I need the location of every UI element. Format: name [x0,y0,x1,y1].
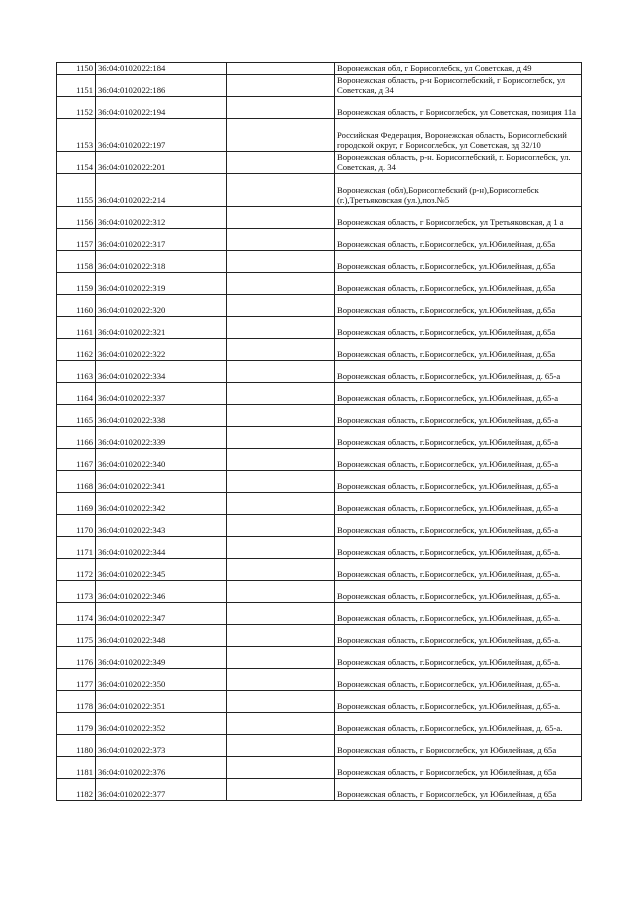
row-number: 1157 [57,228,96,250]
address: Воронежская область, г.Борисоглебск, ул.Юбилейная, д.65а [335,250,582,272]
address: Воронежская область, г.Борисоглебск, ул.Юбилейная, д.65-а. [335,690,582,712]
row-number: 1179 [57,712,96,734]
cadastral-number: 36:04:0102022:349 [96,646,227,668]
address: Воронежская область, г.Борисоглебск, ул.Юбилейная, д.65-а. [335,580,582,602]
address: Воронежская область, г.Борисоглебск, ул.Юбилейная, д.65-а [335,382,582,404]
empty-cell [227,580,335,602]
address: Воронежская область, г.Борисоглебск, ул.Юбилейная, д.65-а. [335,668,582,690]
cadastral-number: 36:04:0102022:321 [96,316,227,338]
empty-cell [227,382,335,404]
cadastral-number: 36:04:0102022:350 [96,668,227,690]
row-number: 1159 [57,272,96,294]
cadastral-number: 36:04:0102022:345 [96,558,227,580]
table-row [57,712,582,734]
table-row [57,624,582,646]
table-row [57,360,582,382]
row-number: 1174 [57,602,96,624]
table-row [57,734,582,756]
row-number: 1153 [57,118,96,151]
address: Воронежская область, р-н. Борисоглебский, г. Борисоглебск, ул. Советская, д. 34 [335,151,582,173]
row-number: 1166 [57,426,96,448]
address: Воронежская область, г.Борисоглебск, ул.Юбилейная, д.65-а. [335,624,582,646]
cadastral-number: 36:04:0102022:322 [96,338,227,360]
address: Воронежская (обл),Борисоглебский (р-н),Борисоглебск (г.),Третьяковская (ул.),поз.№5 [335,173,582,206]
address: Воронежская область, г Борисоглебск, ул Юбилейная, д 65а [335,734,582,756]
row-number: 1158 [57,250,96,272]
cadastral-number: 36:04:0102022:194 [96,96,227,118]
table-row [57,470,582,492]
empty-cell [227,646,335,668]
empty-cell [227,448,335,470]
table-row [57,448,582,470]
register-table-body [57,63,582,801]
register-table [56,62,582,801]
cadastral-number: 36:04:0102022:312 [96,206,227,228]
cadastral-number: 36:04:0102022:351 [96,690,227,712]
empty-cell [227,294,335,316]
cadastral-number: 36:04:0102022:344 [96,536,227,558]
cadastral-number: 36:04:0102022:184 [96,63,227,75]
table-row [57,206,582,228]
row-number: 1162 [57,338,96,360]
table-row [57,228,582,250]
address: Воронежская область, г.Борисоглебск, ул.Юбилейная, д.65-а [335,470,582,492]
empty-cell [227,338,335,360]
table-row [57,668,582,690]
empty-cell [227,602,335,624]
address: Воронежская область, г Борисоглебск, ул Юбилейная, д 65а [335,756,582,778]
address: Воронежская область, г.Борисоглебск, ул.Юбилейная, д.65-а. [335,646,582,668]
row-number: 1176 [57,646,96,668]
empty-cell [227,316,335,338]
table-row [57,250,582,272]
row-number: 1173 [57,580,96,602]
address: Воронежская область, г Борисоглебск, ул Советская, позиция 11а [335,96,582,118]
address: Воронежская область, г.Борисоглебск, ул.Юбилейная, д.65а [335,338,582,360]
address: Воронежская область, г.Борисоглебск, ул.Юбилейная, д.65а [335,294,582,316]
row-number: 1161 [57,316,96,338]
row-number: 1163 [57,360,96,382]
address: Воронежская область, г.Борисоглебск, ул.Юбилейная, д. 65-а [335,360,582,382]
address: Воронежская область, г.Борисоглебск, ул.Юбилейная, д.65-а [335,448,582,470]
address: Воронежская область, г.Борисоглебск, ул.Юбилейная, д.65а [335,316,582,338]
cadastral-number: 36:04:0102022:334 [96,360,227,382]
table-row [57,316,582,338]
empty-cell [227,624,335,646]
address: Воронежская область, г.Борисоглебск, ул.Юбилейная, д.65-а. [335,602,582,624]
empty-cell [227,360,335,382]
cadastral-number: 36:04:0102022:341 [96,470,227,492]
empty-cell [227,756,335,778]
address: Воронежская область, г.Борисоглебск, ул.Юбилейная, д.65-а. [335,558,582,580]
row-number: 1178 [57,690,96,712]
cadastral-number: 36:04:0102022:197 [96,118,227,151]
cadastral-number: 36:04:0102022:338 [96,404,227,426]
document-page [56,62,582,801]
address: Воронежская область, г.Борисоглебск, ул.Юбилейная, д.65-а [335,426,582,448]
empty-cell [227,250,335,272]
address: Воронежская область, г.Борисоглебск, ул.Юбилейная, д. 65-а. [335,712,582,734]
row-number: 1169 [57,492,96,514]
row-number: 1171 [57,536,96,558]
cadastral-number: 36:04:0102022:340 [96,448,227,470]
cadastral-number: 36:04:0102022:337 [96,382,227,404]
table-row [57,118,582,151]
cadastral-number: 36:04:0102022:318 [96,250,227,272]
cadastral-number: 36:04:0102022:317 [96,228,227,250]
row-number: 1150 [57,63,96,75]
table-row [57,404,582,426]
empty-cell [227,63,335,75]
cadastral-number: 36:04:0102022:201 [96,151,227,173]
cadastral-number: 36:04:0102022:376 [96,756,227,778]
row-number: 1172 [57,558,96,580]
empty-cell [227,206,335,228]
empty-cell [227,558,335,580]
table-row [57,96,582,118]
empty-cell [227,734,335,756]
empty-cell [227,668,335,690]
table-row [57,778,582,800]
address: Воронежская обл, г Борисоглебск, ул Советская, д 49 [335,63,582,75]
cadastral-number: 36:04:0102022:373 [96,734,227,756]
address: Воронежская область, г.Борисоглебск, ул.Юбилейная, д.65-а. [335,536,582,558]
address: Воронежская область, г.Борисоглебск, ул.Юбилейная, д.65-а [335,514,582,536]
address: Воронежская область, г.Борисоглебск, ул.Юбилейная, д.65-а [335,492,582,514]
empty-cell [227,173,335,206]
cadastral-number: 36:04:0102022:319 [96,272,227,294]
table-row [57,646,582,668]
row-number: 1180 [57,734,96,756]
table-row [57,426,582,448]
cadastral-number: 36:04:0102022:352 [96,712,227,734]
row-number: 1182 [57,778,96,800]
table-row [57,580,582,602]
cadastral-number: 36:04:0102022:320 [96,294,227,316]
table-row [57,338,582,360]
row-number: 1151 [57,74,96,96]
row-number: 1160 [57,294,96,316]
empty-cell [227,404,335,426]
empty-cell [227,426,335,448]
table-row [57,272,582,294]
empty-cell [227,74,335,96]
table-row [57,756,582,778]
empty-cell [227,778,335,800]
empty-cell [227,712,335,734]
row-number: 1167 [57,448,96,470]
empty-cell [227,514,335,536]
address: Воронежская область, г.Борисоглебск, ул.Юбилейная, д.65-а [335,404,582,426]
address: Воронежская область, р-н Борисоглебский, г Борисоглебск, ул Советская, д 34 [335,74,582,96]
row-number: 1175 [57,624,96,646]
cadastral-number: 36:04:0102022:214 [96,173,227,206]
empty-cell [227,96,335,118]
table-row [57,690,582,712]
table-row [57,558,582,580]
cadastral-number: 36:04:0102022:186 [96,74,227,96]
cadastral-number: 36:04:0102022:346 [96,580,227,602]
table-row [57,74,582,96]
cadastral-number: 36:04:0102022:347 [96,602,227,624]
address: Воронежская область, г Борисоглебск, ул Третьяковская, д 1 а [335,206,582,228]
row-number: 1177 [57,668,96,690]
address: Воронежская область, г.Борисоглебск, ул.Юбилейная, д.65а [335,228,582,250]
table-row [57,514,582,536]
table-row [57,173,582,206]
empty-cell [227,492,335,514]
row-number: 1165 [57,404,96,426]
table-row [57,602,582,624]
table-row [57,63,582,75]
row-number: 1181 [57,756,96,778]
cadastral-number: 36:04:0102022:342 [96,492,227,514]
table-row [57,151,582,173]
empty-cell [227,690,335,712]
table-row [57,492,582,514]
address: Воронежская область, г Борисоглебск, ул Юбилейная, д 65а [335,778,582,800]
cadastral-number: 36:04:0102022:377 [96,778,227,800]
address: Воронежская область, г.Борисоглебск, ул.Юбилейная, д.65а [335,272,582,294]
empty-cell [227,470,335,492]
row-number: 1154 [57,151,96,173]
row-number: 1168 [57,470,96,492]
row-number: 1155 [57,173,96,206]
empty-cell [227,118,335,151]
address: Российская Федерация, Воронежская область, Борисоглебский городской округ, г Борисоглебск, ул Советская, зд 32/10 [335,118,582,151]
table-row [57,382,582,404]
row-number: 1152 [57,96,96,118]
empty-cell [227,272,335,294]
table-row [57,536,582,558]
row-number: 1156 [57,206,96,228]
cadastral-number: 36:04:0102022:348 [96,624,227,646]
table-row [57,294,582,316]
empty-cell [227,151,335,173]
empty-cell [227,228,335,250]
row-number: 1164 [57,382,96,404]
cadastral-number: 36:04:0102022:343 [96,514,227,536]
row-number: 1170 [57,514,96,536]
cadastral-number: 36:04:0102022:339 [96,426,227,448]
empty-cell [227,536,335,558]
